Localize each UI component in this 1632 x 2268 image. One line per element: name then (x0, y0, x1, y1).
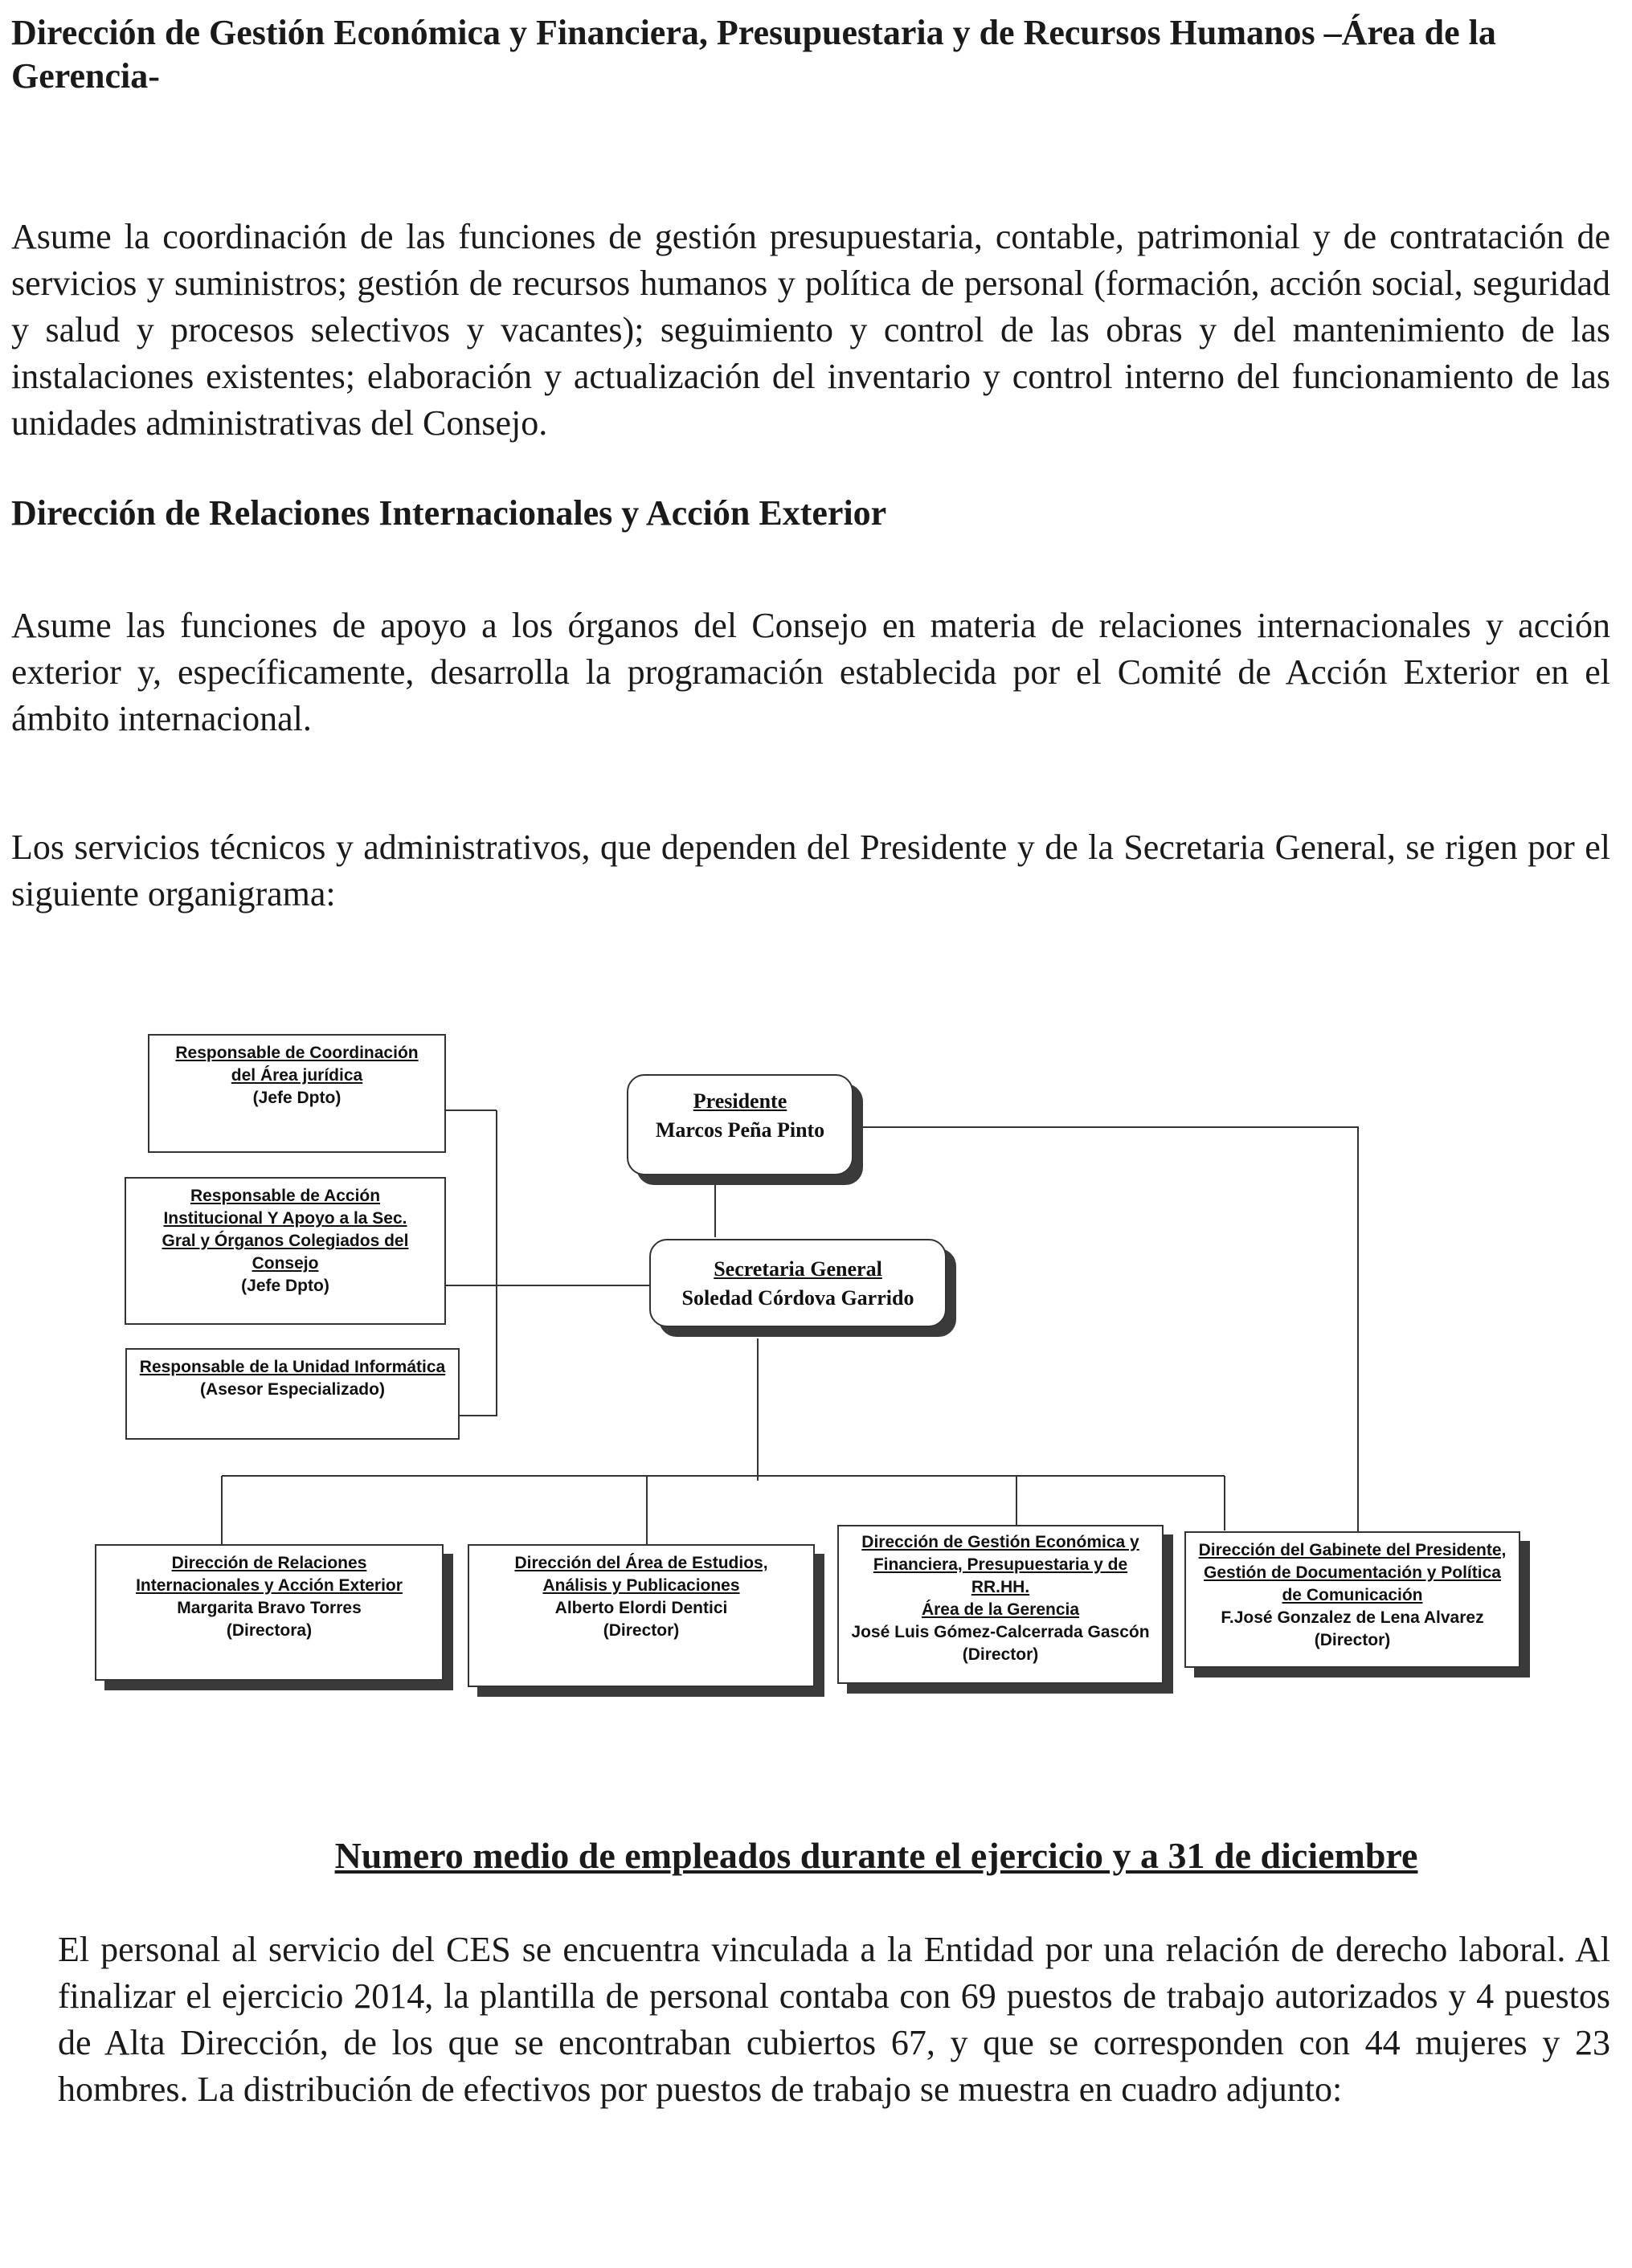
org-node-name: Alberto Elordi Dentici (554, 1599, 728, 1617)
org-node-coord-juridica (148, 1034, 446, 1153)
org-node-role: (Jefe Dpto) (241, 1277, 329, 1295)
org-node-secretaria-general (649, 1239, 947, 1327)
section-body-gestion-economica: Asume la coordinación de las funciones de gestión presupuestaria, contable, patrimonial y de contratación de servicios y suministros; gestión de recursos humanos y política de personal (formación, acción social, seguridad y salud y procesos selectivos y vacantes); seguimiento y control de las obras y del mantenimiento de las instalaciones existentes; elaboración y actualización del inventario y control interno del funcionamiento de las unidades administrativas del Consejo. (11, 217, 1610, 443)
org-node-role: (Jefe Dpto) (252, 1089, 342, 1107)
section-body-relaciones-internacionales: Asume las funciones de apoyo a los órganos del Consejo en materia de relaciones internacionales y acción exterior y, específicamente, desarrolla la programación establecida por el Comité de Acción Exterior en el ámbito internacional. (11, 606, 1610, 738)
org-node-name: F.José Gonzalez de Lena Alvarez (1221, 1608, 1484, 1627)
org-node-title: Dirección del Área de Estudios, Análisis y Publicaciones (514, 1554, 768, 1595)
section-title-empleados: Numero medio de empleados durante el ejercicio y a 31 de diciembre (334, 1835, 1418, 1876)
org-node-relaciones-internacionales (95, 1544, 444, 1681)
org-node-title: Responsable de la Unidad Informática (139, 1358, 446, 1376)
section-body-empleados: El personal al servicio del CES se encuentra vinculada a la Entidad por una relación de derecho laboral. Al finalizar el ejercicio 2014, la plantilla de personal contaba con 69 puestos de trabajo autorizados y 4 puestos de Alta Dirección, de los que se encontraban cubiertos 67, y que se corresponden con 44 mujeres y 23 hombres. La distribución de efectivos por puestos de trabajo se muestra en cuadro adjunto: (58, 1930, 1610, 2109)
org-node-informatica (125, 1348, 460, 1440)
org-node-gestion-economica (837, 1525, 1164, 1684)
org-node-role: (Director) (603, 1621, 680, 1640)
org-node-name: Marcos Peña Pinto (655, 1118, 825, 1142)
org-node-role: (Director) (1314, 1631, 1391, 1649)
org-node-title: Dirección de Gestión Económica y Financiera, Presupuestaria y de RR.HH. (861, 1533, 1139, 1596)
org-node-title: Responsable de Acción Institucional Y Apoyo a la Sec. Gral y Órganos Colegiados del Consejo (162, 1187, 409, 1273)
org-node-title: Presidente (693, 1089, 787, 1113)
org-node-name: Margarita Bravo Torres (177, 1599, 362, 1617)
org-node-accion-institucional (125, 1177, 446, 1325)
org-node-title: Secretaria General (714, 1257, 882, 1281)
section-heading-relaciones-internacionales: Dirección de Relaciones Internacionales y Acción Exterior (11, 493, 887, 533)
org-node-role: (Directora) (226, 1621, 313, 1640)
org-node-presidente (627, 1074, 853, 1175)
org-node-title: Dirección del Gabinete del Presidente, Gestión de Documentación y Política de Comunicación (1198, 1541, 1507, 1604)
org-node-name: José Luis Gómez-Calcerrada Gascón (851, 1623, 1150, 1641)
org-chart-intro: Los servicios técnicos y administrativos, que dependen del Presidente y de la Secretaria General, se rigen por el siguiente organigrama: (11, 828, 1610, 913)
org-node-role: (Asesor Especializado) (200, 1380, 385, 1399)
org-node-estudios (468, 1544, 815, 1687)
org-node-subtitle: Área de la Gerencia (921, 1600, 1080, 1619)
org-node-gabinete (1184, 1531, 1520, 1668)
org-node-title: Responsable de Coordinación del Área jurídica (175, 1044, 419, 1085)
org-node-role: (Director) (962, 1645, 1039, 1664)
org-node-title: Dirección de Relaciones Internacionales y Acción Exterior (136, 1554, 403, 1595)
org-node-name: Soledad Córdova Garrido (681, 1286, 914, 1310)
section-heading-gestion-economica: Dirección de Gestión Económica y Financiera, Presupuestaria y de Recursos Humanos –Área de la Gerencia- (11, 13, 1496, 96)
